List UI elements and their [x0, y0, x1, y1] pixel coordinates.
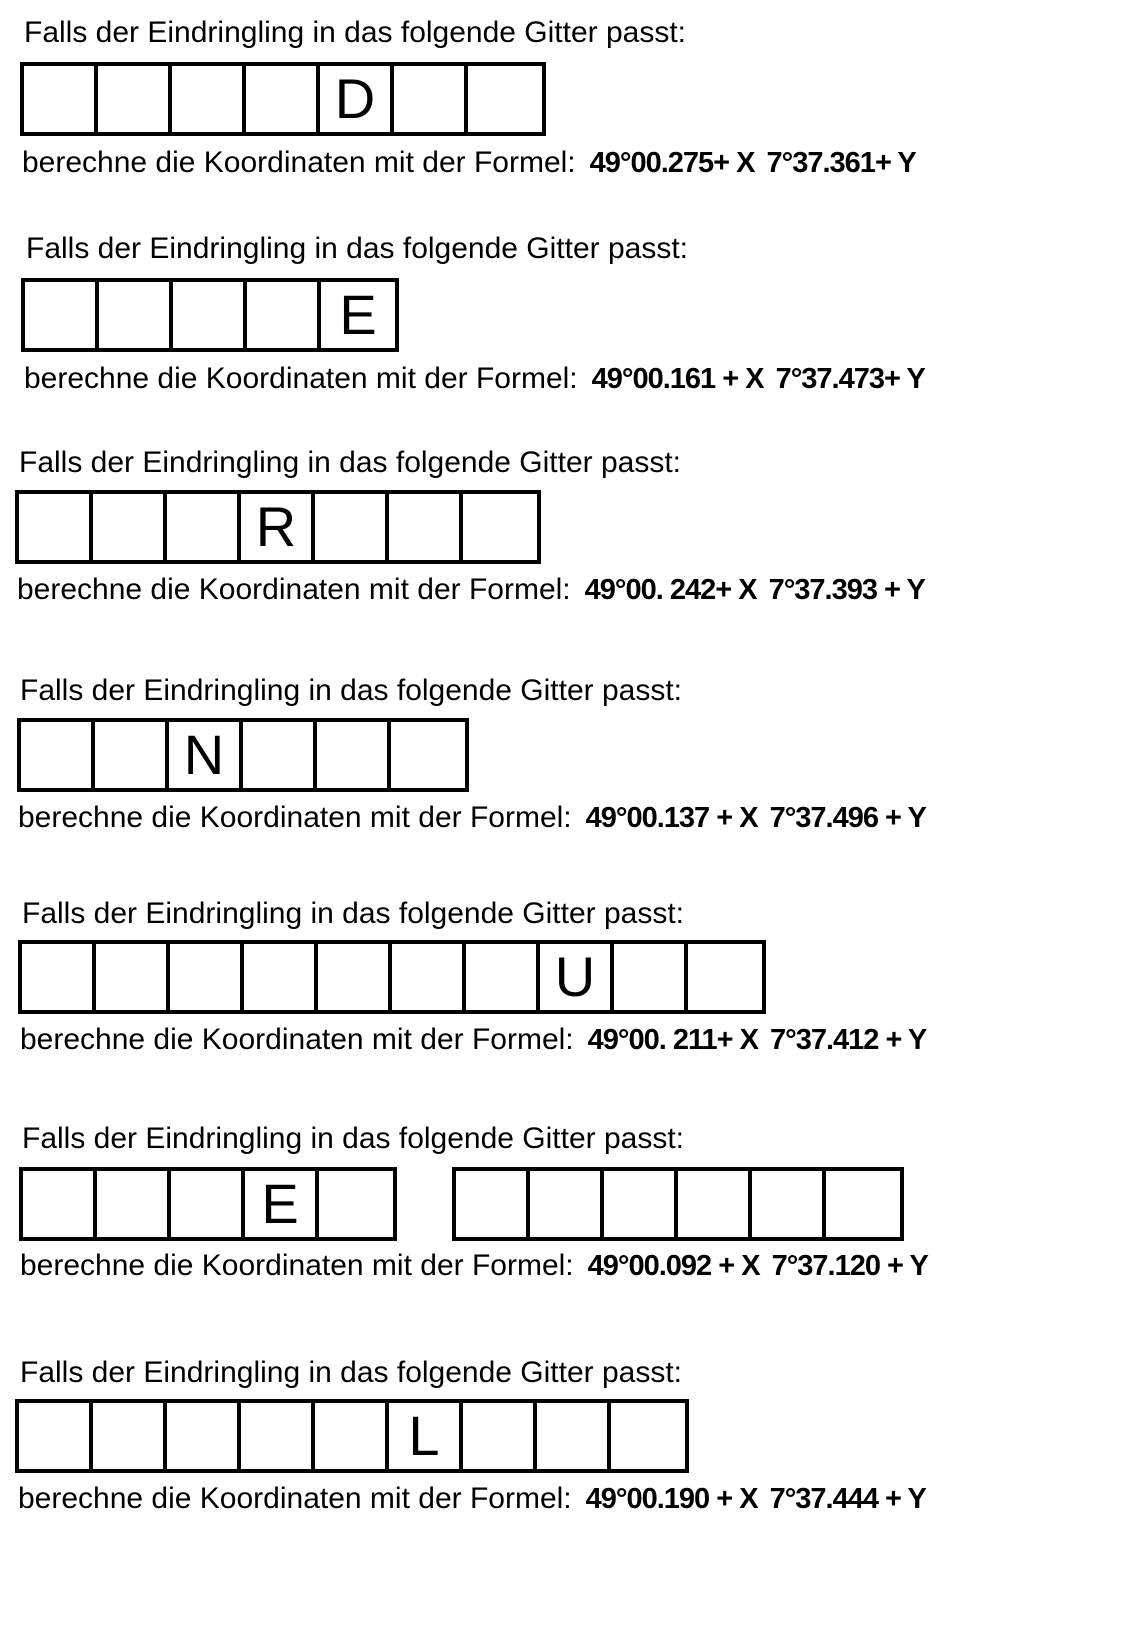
formula-line — [24, 362, 925, 396]
coordinate-formula — [586, 802, 926, 834]
latitude-formula: 49°00. 211+ X — [587, 1024, 758, 1056]
grid-cell-empty[interactable] — [244, 944, 318, 1010]
grid-cell-empty[interactable] — [315, 1403, 389, 1469]
grid-cell-empty[interactable] — [241, 1403, 315, 1469]
formula-line — [17, 573, 925, 607]
formula-label: berechne die Koordinaten mit der Formel: — [22, 146, 576, 179]
grid-cell-empty[interactable] — [246, 66, 320, 132]
grid-cell-empty[interactable] — [678, 1171, 752, 1237]
letter-grid — [19, 1167, 397, 1241]
grid-cell-empty[interactable] — [172, 66, 246, 132]
longitude-formula: 7°37.361+ Y — [766, 147, 916, 179]
grid-cell-empty[interactable] — [463, 494, 537, 560]
grid-cell-empty[interactable] — [98, 66, 172, 132]
letter-grid-frame — [21, 278, 399, 352]
grid-cell-empty[interactable] — [752, 1171, 826, 1237]
formula-label: berechne die Koordinaten mit der Formel: — [17, 573, 571, 606]
puzzle-prompt: Falls der Eindringling in das folgende Gitter passt: — [22, 1122, 685, 1155]
puzzle-prompt: Falls der Eindringling in das folgende Gitter passt: — [20, 1356, 683, 1389]
letter-grid — [20, 62, 546, 136]
grid-cell-empty[interactable] — [167, 494, 241, 560]
grid-cell-empty[interactable] — [530, 1171, 604, 1237]
grid-cell-empty[interactable] — [22, 944, 96, 1010]
grid-cell-empty[interactable] — [93, 494, 167, 560]
formula-label: berechne die Koordinaten mit der Formel: — [18, 1482, 572, 1515]
grid-cell-empty[interactable] — [19, 1403, 93, 1469]
formula-line — [20, 1023, 926, 1057]
grid-cell-empty[interactable] — [171, 1171, 245, 1237]
letter-grid — [15, 1399, 689, 1473]
coordinate-formula — [592, 363, 925, 395]
grid-cell-empty[interactable] — [688, 944, 762, 1010]
puzzle-prompt: Falls der Eindringling in das folgende Gitter passt: — [19, 446, 682, 479]
latitude-formula: 49°00.092 + X — [587, 1250, 760, 1282]
longitude-formula: 7°37.393 + Y — [768, 574, 925, 606]
formula-label: berechne die Koordinaten mit der Formel: — [20, 1023, 574, 1056]
letter-grid-frame — [17, 718, 469, 792]
puzzle-prompt: Falls der Eindringling in das folgende Gitter passt: — [24, 16, 687, 49]
coordinate-formula — [588, 1250, 928, 1282]
grid-cell-empty[interactable] — [315, 494, 389, 560]
grid-cell-empty[interactable] — [167, 1403, 241, 1469]
grid-cell-empty[interactable] — [394, 66, 468, 132]
grid-cell-empty[interactable] — [826, 1171, 900, 1237]
grid-cell-empty[interactable] — [21, 722, 95, 788]
letter-grid-frame — [18, 940, 766, 1014]
grid-cell-empty[interactable] — [170, 944, 244, 1010]
letter-grid — [15, 490, 541, 564]
letter-grid — [21, 278, 399, 352]
formula-line — [18, 1482, 926, 1516]
coordinate-formula — [590, 147, 916, 179]
letter-grid-frame — [15, 1399, 689, 1473]
letter-grid — [452, 1167, 904, 1241]
letter-grid-frame — [15, 490, 541, 564]
grid-cell-given-letter[interactable]: E — [245, 1171, 319, 1237]
longitude-formula: 7°37.412 + Y — [769, 1024, 927, 1056]
latitude-formula: 49°00. 242+ X — [584, 574, 757, 606]
grid-cell-empty[interactable] — [463, 1403, 537, 1469]
latitude-formula: 49°00.275+ X — [589, 147, 755, 179]
letter-grid-frame — [19, 1167, 397, 1241]
grid-cell-given-letter[interactable]: N — [169, 722, 243, 788]
grid-cell-given-letter[interactable]: U — [540, 944, 614, 1010]
grid-cell-given-letter[interactable]: E — [339, 283, 377, 346]
grid-cell-empty[interactable] — [247, 282, 321, 348]
grid-cell-given-letter[interactable]: L — [389, 1403, 463, 1469]
grid-cell-empty[interactable] — [614, 944, 688, 1010]
grid-cell-empty[interactable] — [25, 282, 99, 348]
puzzle-prompt: Falls der Eindringling in das folgende Gitter passt: — [20, 674, 683, 707]
latitude-formula: 49°00.190 + X — [585, 1483, 758, 1515]
coordinate-formula — [586, 1483, 926, 1515]
grid-cell-empty[interactable] — [97, 1171, 171, 1237]
longitude-formula: 7°37.120 + Y — [771, 1250, 928, 1282]
grid-cell-empty[interactable] — [95, 722, 169, 788]
coordinate-formula — [585, 574, 925, 606]
formula-line — [20, 1249, 928, 1283]
coordinate-formula — [588, 1024, 927, 1056]
formula-label: berechne die Koordinaten mit der Formel: — [20, 1249, 574, 1282]
grid-cell-empty[interactable] — [456, 1171, 530, 1237]
grid-cell-given-letter[interactable]: R — [241, 494, 315, 560]
grid-cell-empty[interactable] — [466, 944, 540, 1010]
grid-cell-empty[interactable] — [19, 494, 93, 560]
puzzle-prompt: Falls der Eindringling in das folgende Gitter passt: — [22, 897, 685, 930]
latitude-formula: 49°00.161 + X — [591, 363, 764, 395]
grid-cell-empty[interactable] — [243, 722, 317, 788]
grid-cell-empty[interactable] — [391, 722, 465, 788]
grid-cell-empty[interactable] — [173, 282, 247, 348]
letter-grid — [17, 718, 469, 792]
letter-grid-frame — [452, 1167, 904, 1241]
formula-line — [18, 801, 926, 835]
grid-cell-empty[interactable] — [537, 1403, 611, 1469]
grid-cell-empty[interactable] — [468, 66, 542, 132]
grid-cell-given-letter[interactable]: D — [320, 66, 394, 132]
grid-cell-empty[interactable] — [24, 66, 98, 132]
grid-cell-empty[interactable] — [93, 1403, 167, 1469]
grid-cell-empty[interactable] — [604, 1171, 678, 1237]
formula-line — [22, 146, 916, 180]
longitude-formula: 7°37.473+ Y — [775, 363, 925, 395]
grid-cell-empty[interactable] — [23, 1171, 97, 1237]
grid-cell-empty[interactable] — [96, 944, 170, 1010]
formula-label: berechne die Koordinaten mit der Formel: — [24, 362, 578, 395]
grid-cell-empty[interactable] — [389, 494, 463, 560]
grid-cell-empty[interactable] — [318, 944, 392, 1010]
letter-grid-frame — [20, 62, 546, 136]
letter-grid — [18, 940, 766, 1014]
formula-label: berechne die Koordinaten mit der Formel: — [18, 801, 572, 834]
grid-cell-empty[interactable] — [319, 1171, 393, 1237]
grid-cell-empty[interactable] — [392, 944, 466, 1010]
puzzle-prompt: Falls der Eindringling in das folgende Gitter passt: — [26, 232, 689, 265]
longitude-formula: 7°37.496 + Y — [769, 802, 926, 834]
longitude-formula: 7°37.444 + Y — [769, 1483, 926, 1515]
grid-cell-empty[interactable] — [611, 1403, 685, 1469]
latitude-formula: 49°00.137 + X — [585, 802, 758, 834]
grid-cell-empty[interactable] — [99, 282, 173, 348]
grid-cell-empty[interactable] — [317, 722, 391, 788]
